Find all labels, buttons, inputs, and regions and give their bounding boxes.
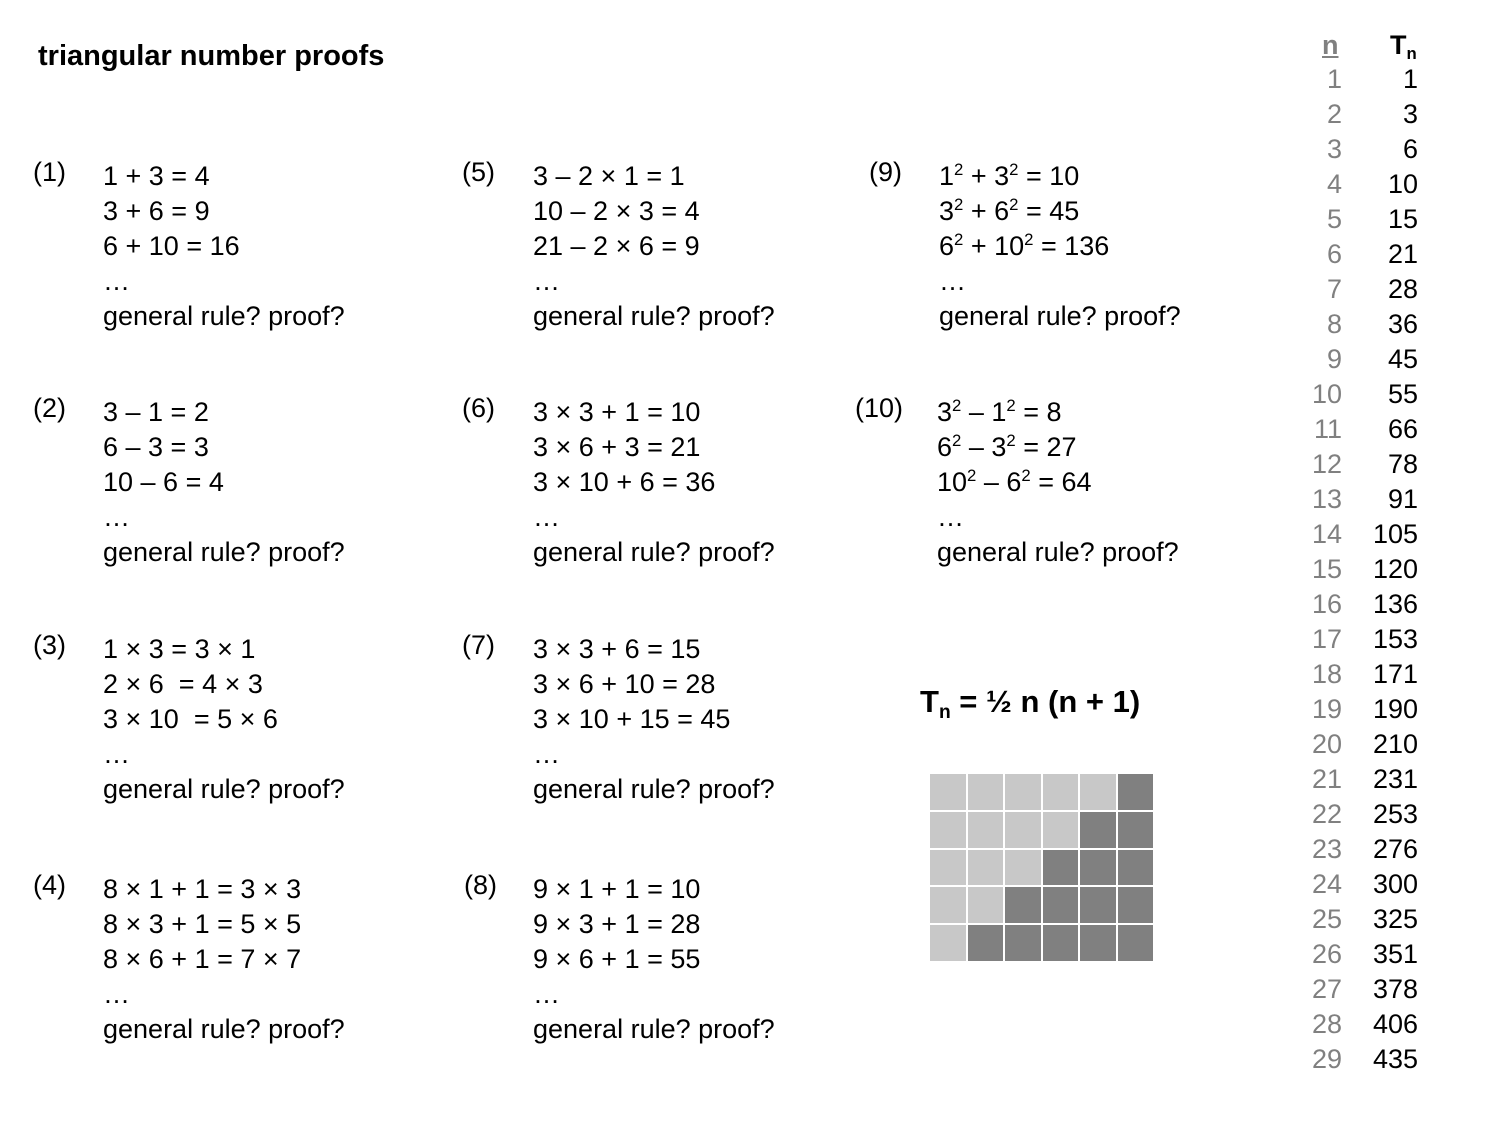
table-t-value: 351	[1372, 939, 1418, 969]
table-n-value: 14	[1311, 519, 1342, 549]
table-n-value: 26	[1311, 939, 1342, 969]
problem-line: general rule? proof?	[533, 1014, 775, 1044]
table-n-value: 17	[1311, 624, 1342, 654]
table-n-value: 5	[1326, 204, 1342, 234]
problem-line: 3 × 6 + 3 = 21	[533, 432, 701, 462]
problem-line: $6^2 + 10^2 = 136$	[939, 229, 1110, 261]
problem-line: 9 × 6 + 1 = 55	[533, 944, 701, 974]
triangle-grid-diagram	[930, 774, 1153, 961]
table-n-value: 2	[1326, 99, 1342, 129]
problem-number: (1)	[33, 157, 66, 187]
table-t-value: 15	[1387, 204, 1418, 234]
table-n-value: 20	[1311, 729, 1342, 759]
grid-cell	[968, 774, 1004, 810]
problem-line: …	[533, 266, 560, 296]
table-t-value: 190	[1372, 694, 1418, 724]
problem-line: 3 × 10 = 5 × 6	[103, 704, 278, 734]
problem-line: 9 × 1 + 1 = 10	[533, 874, 701, 904]
grid-cell	[1118, 887, 1154, 923]
table-n-value: 19	[1311, 694, 1342, 724]
table-t-value: 21	[1387, 239, 1418, 269]
formula-rest: = ½ n (n + 1)	[950, 684, 1141, 719]
grid-cell	[968, 925, 1004, 961]
grid-cell	[1005, 850, 1041, 886]
table-n-value: 15	[1311, 554, 1342, 584]
problem-number: (5)	[462, 157, 495, 187]
table-n-value: 13	[1311, 484, 1342, 514]
grid-cell	[1043, 887, 1079, 923]
grid-cell	[1043, 850, 1079, 886]
table-t-value: 171	[1372, 659, 1418, 689]
grid-cell	[930, 850, 966, 886]
table-n-value: 16	[1311, 589, 1342, 619]
problem-line: general rule? proof?	[937, 537, 1179, 567]
table-n-value: 10	[1311, 379, 1342, 409]
problem-line: 10 – 2 × 3 = 4	[533, 196, 700, 226]
table-n-value: 28	[1311, 1009, 1342, 1039]
table-t-value: 210	[1372, 729, 1418, 759]
grid-cell	[1043, 774, 1079, 810]
table-n-value: 4	[1326, 169, 1342, 199]
problem-line: general rule? proof?	[533, 301, 775, 331]
table-t-value: 78	[1387, 449, 1418, 479]
grid-cell	[968, 850, 1004, 886]
problem-line: 3 × 10 + 15 = 45	[533, 704, 731, 734]
table-t-value: 153	[1372, 624, 1418, 654]
problem-line: 8 × 6 + 1 = 7 × 7	[103, 944, 302, 974]
table-n-value: 22	[1311, 799, 1342, 829]
formula	[920, 684, 1141, 723]
table-t-value: 300	[1372, 869, 1418, 899]
problem-number: (3)	[33, 630, 66, 660]
table-header-t	[1390, 30, 1417, 64]
table-t-value: 136	[1372, 589, 1418, 619]
table-n-value: 7	[1326, 274, 1342, 304]
problem-line: …	[937, 502, 964, 532]
problem-number: (10)	[855, 393, 904, 423]
table-t-value: 378	[1372, 974, 1418, 1004]
problem-line: 3 × 3 + 1 = 10	[533, 397, 701, 427]
grid-cell	[1118, 774, 1154, 810]
problem-line: $10^2 - 6^2 = 64$	[937, 465, 1092, 497]
problem-line: $3^2 - 1^2 = 8$	[937, 395, 1062, 427]
table-n-value: 8	[1326, 309, 1342, 339]
problem-line: $1^2 + 3^2 = 10$	[939, 159, 1080, 191]
grid-cell	[930, 887, 966, 923]
problem-line: 1 + 3 = 4	[103, 161, 210, 191]
grid-cell	[1080, 850, 1116, 886]
table-t-value: 325	[1372, 904, 1418, 934]
table-t-value: 435	[1372, 1044, 1418, 1074]
problem-line: 9 × 3 + 1 = 28	[533, 909, 701, 939]
problem-line: 3 + 6 = 9	[103, 196, 210, 226]
problem-line: 2 × 6 = 4 × 3	[103, 669, 263, 699]
grid-cell	[1005, 812, 1041, 848]
grid-cell	[1080, 774, 1116, 810]
grid-cell	[930, 774, 966, 810]
problem-line: …	[103, 739, 130, 769]
table-header-n: n	[1322, 30, 1339, 60]
table-n-value: 11	[1313, 414, 1342, 444]
table-t-value: 105	[1372, 519, 1418, 549]
table-header-t-sub: n	[1406, 44, 1417, 64]
grid-cell	[1043, 812, 1079, 848]
table-t-value: 276	[1372, 834, 1418, 864]
table-t-value: 6	[1402, 134, 1418, 164]
problem-line: …	[939, 266, 966, 296]
problem-line: general rule? proof?	[103, 537, 345, 567]
problem-line: general rule? proof?	[533, 774, 775, 804]
grid-cell	[1080, 925, 1116, 961]
problem-line: 10 – 6 = 4	[103, 467, 224, 497]
problem-line: general rule? proof?	[103, 774, 345, 804]
table-n-value: 21	[1311, 764, 1342, 794]
table-t-value: 10	[1387, 169, 1418, 199]
table-t-value: 55	[1387, 379, 1418, 409]
problem-line: 21 – 2 × 6 = 9	[533, 231, 700, 261]
table-n-value: 3	[1326, 134, 1342, 164]
page-title: triangular number proofs	[38, 40, 385, 72]
table-n-value: 25	[1311, 904, 1342, 934]
problem-line: general rule? proof?	[533, 537, 775, 567]
table-n-value: 24	[1311, 869, 1342, 899]
table-t-value: 45	[1387, 344, 1418, 374]
table-n-value: 6	[1326, 239, 1342, 269]
problem-line: 8 × 3 + 1 = 5 × 5	[103, 909, 302, 939]
table-n-value: 23	[1311, 834, 1342, 864]
problem-line: general rule? proof?	[939, 301, 1181, 331]
problem-line: …	[533, 502, 560, 532]
problem-line: 3 × 10 + 6 = 36	[533, 467, 716, 497]
problem-line: 3 × 3 + 6 = 15	[533, 634, 701, 664]
table-t-value: 66	[1387, 414, 1418, 444]
formula-sub: n	[938, 701, 951, 723]
problem-number: (8)	[464, 870, 497, 900]
problem-number: (2)	[33, 393, 66, 423]
table-n-value: 12	[1311, 449, 1342, 479]
formula-t: T	[920, 684, 939, 719]
problem-line: 6 – 3 = 3	[103, 432, 209, 462]
problem-line: 3 – 1 = 2	[103, 397, 209, 427]
table-t-value: 36	[1387, 309, 1418, 339]
table-t-value: 253	[1372, 799, 1418, 829]
table-n-value: 18	[1311, 659, 1342, 689]
problem-line: $6^2 - 3^2 = 27$	[937, 430, 1077, 462]
problem-line: 3 – 2 × 1 = 1	[533, 161, 685, 191]
problem-line: 8 × 1 + 1 = 3 × 3	[103, 874, 302, 904]
grid-cell	[1118, 850, 1154, 886]
grid-cell	[1005, 887, 1041, 923]
grid-cell	[930, 925, 966, 961]
grid-cell	[1005, 925, 1041, 961]
problem-line: 3 × 6 + 10 = 28	[533, 669, 716, 699]
grid-cell	[1118, 925, 1154, 961]
grid-cell	[1080, 887, 1116, 923]
problem-line: …	[103, 502, 130, 532]
problem-line: $3^2 + 6^2 = 45$	[939, 194, 1080, 226]
problem-line: …	[103, 266, 130, 296]
table-n-value: 1	[1326, 64, 1342, 94]
problem-number: (6)	[462, 393, 495, 423]
table-header-t-letter: T	[1390, 30, 1407, 60]
table-n-value: 9	[1326, 344, 1342, 374]
table-t-value: 3	[1402, 99, 1418, 129]
table-t-value: 120	[1372, 554, 1418, 584]
problem-number: (9)	[869, 157, 902, 187]
grid-cell	[930, 812, 966, 848]
table-t-value: 231	[1372, 764, 1418, 794]
grid-cell	[1080, 812, 1116, 848]
table-n-value: 27	[1311, 974, 1342, 1004]
table-t-value: 406	[1372, 1009, 1418, 1039]
table-t-value: 1	[1402, 64, 1418, 94]
problem-line: general rule? proof?	[103, 301, 345, 331]
problem-line: general rule? proof?	[103, 1014, 345, 1044]
grid-cell	[1118, 812, 1154, 848]
problem-line: 6 + 10 = 16	[103, 231, 240, 261]
grid-cell	[1005, 774, 1041, 810]
table-t-value: 91	[1387, 484, 1418, 514]
problem-line: 1 × 3 = 3 × 1	[103, 634, 256, 664]
problem-number: (7)	[462, 630, 495, 660]
problem-line: …	[103, 979, 130, 1009]
grid-cell	[968, 812, 1004, 848]
problem-number: (4)	[33, 870, 66, 900]
grid-cell	[1043, 925, 1079, 961]
problem-line: …	[533, 739, 560, 769]
problem-line: …	[533, 979, 560, 1009]
grid-cell	[968, 887, 1004, 923]
table-t-value: 28	[1387, 274, 1418, 304]
table-n-value: 29	[1311, 1044, 1342, 1074]
